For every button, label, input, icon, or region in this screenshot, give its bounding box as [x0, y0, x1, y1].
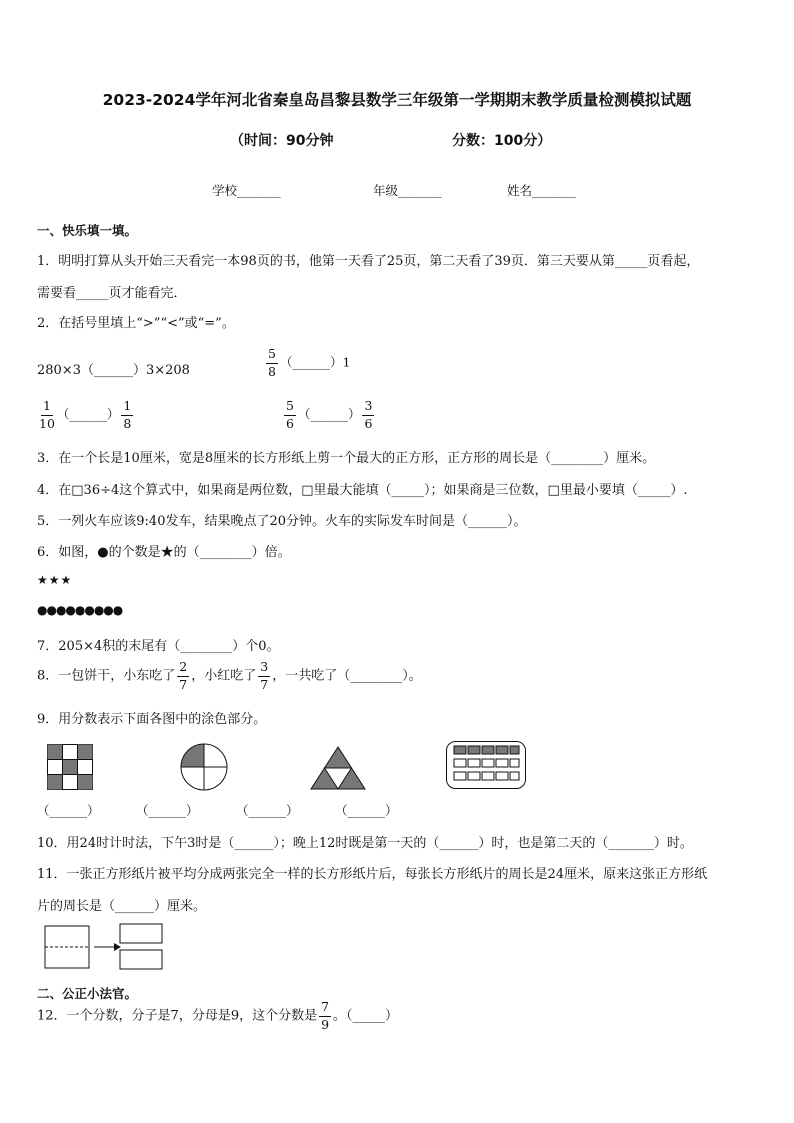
triangle-figure — [310, 746, 366, 790]
square-split-figure — [44, 923, 164, 971]
question-2-b — [264, 348, 350, 378]
fraction — [284, 400, 296, 430]
question-8-text: ，一共吃了（________）。 — [272, 668, 422, 684]
denominator: 8 — [123, 415, 132, 431]
numerator: 5 — [266, 348, 278, 364]
fraction — [266, 348, 278, 378]
fraction — [362, 400, 374, 430]
school-field: 学校_______ — [212, 183, 281, 198]
page-title: 2023-2024学年河北省秦皇岛昌黎县数学三年级第一学期期末教学质量检测模拟试题 — [102, 91, 692, 109]
question-6: 6．如图，●的个数是★的（________）倍。 — [37, 545, 291, 560]
denominator: 7 — [179, 676, 188, 692]
denominator: 7 — [260, 676, 269, 692]
question-1-line-1: 1．明明打算从头开始三天看完一本98页的书，他第一天看了25页，第二天看了39页．第三天要从第_____页看起， — [37, 254, 700, 269]
fraction — [121, 400, 133, 430]
numerator: 5 — [284, 400, 296, 416]
exam-score: 分数：100分） — [452, 133, 552, 149]
grid-figure — [47, 744, 93, 790]
circle-figure — [179, 742, 229, 792]
numerator: 7 — [319, 1001, 331, 1017]
numerator: 1 — [41, 400, 53, 416]
comparison-blank: （______） — [297, 406, 361, 422]
numerator: 1 — [121, 400, 133, 416]
numerator: 3 — [362, 400, 374, 416]
answer-blank-3: （______） — [236, 803, 299, 818]
fraction — [177, 661, 189, 691]
star-row: ★★★ — [37, 573, 73, 587]
denominator: 9 — [321, 1016, 330, 1032]
denominator: 8 — [268, 363, 276, 379]
question-4: 4．在□36÷4这个算式中，如果商是两位数，□里最大能填（_____）；如果商是三位数，□里最小要填（_____）. — [37, 483, 688, 498]
question-8-text: 8．一包饼干，小东吃了 — [37, 668, 176, 684]
denominator: 6 — [364, 415, 373, 431]
question-8 — [37, 661, 422, 691]
exam-time: （时间：90分钟 — [230, 133, 334, 149]
answer-blank-4: （______） — [335, 803, 398, 818]
fraction — [258, 661, 270, 691]
question-5: 5．一列火车应该9:40发车，结果晚点了20分钟。火车的实际发车时间是（______）。 — [37, 514, 527, 529]
answer-blank-2: （______） — [136, 803, 199, 818]
numerator: 2 — [177, 661, 189, 677]
fraction — [39, 400, 55, 430]
denominator: 6 — [286, 415, 294, 431]
question-2-prompt: 2．在括号里填上“>”“<”或“=”。 — [37, 316, 235, 331]
numerator: 3 — [258, 661, 270, 677]
cell-board-figure — [446, 741, 526, 789]
question-2-d — [282, 400, 376, 430]
comparison-blank: （______） — [56, 406, 120, 422]
question-10: 10．用24时计时法，下午3时是（______）；晚上12时既是第一天的（______）时，也是第二天的（_______）时。 — [37, 836, 693, 851]
comparison-blank: （______）1 — [279, 354, 351, 370]
question-7: 7．205×4积的末尾有（________）个0。 — [37, 639, 280, 654]
question-11-line-1: 11．一张正方形纸片被平均分成两张完全一样的长方形纸片后，每张长方形纸片的周长是24厘米，原来这张正方形纸 — [37, 867, 708, 882]
question-2-c — [37, 400, 135, 430]
grade-field: 年级_______ — [373, 183, 442, 198]
section-1-heading: 一、快乐填一填。 — [37, 223, 138, 238]
question-12-text: 12．一个分数，分子是7，分母是9，这个分数是 — [37, 1008, 318, 1024]
question-12 — [37, 1001, 398, 1031]
question-2-a: 280×3（______）3×208 — [37, 363, 190, 378]
answer-blank-1: （______） — [37, 803, 100, 818]
question-3: 3．在一个长是10厘米，宽是8厘米的长方形纸上剪一个最大的正方形，正方形的周长是（________）厘米。 — [37, 451, 656, 466]
denominator: 10 — [39, 415, 55, 431]
question-1-line-2: 需要看_____页才能看完． — [37, 286, 187, 301]
question-9: 9．用分数表示下面各图中的涂色部分。 — [37, 712, 267, 727]
question-11-line-2: 片的周长是（______）厘米。 — [37, 899, 207, 914]
section-2-heading: 二、公正小法官。 — [37, 986, 138, 1001]
question-8-text: ，小红吃了 — [191, 668, 257, 684]
name-field: 姓名_______ — [507, 183, 576, 198]
dot-row: ●●●●●●●●● — [37, 603, 123, 617]
fraction — [319, 1001, 331, 1031]
question-12-text: 。（_____） — [333, 1008, 399, 1024]
